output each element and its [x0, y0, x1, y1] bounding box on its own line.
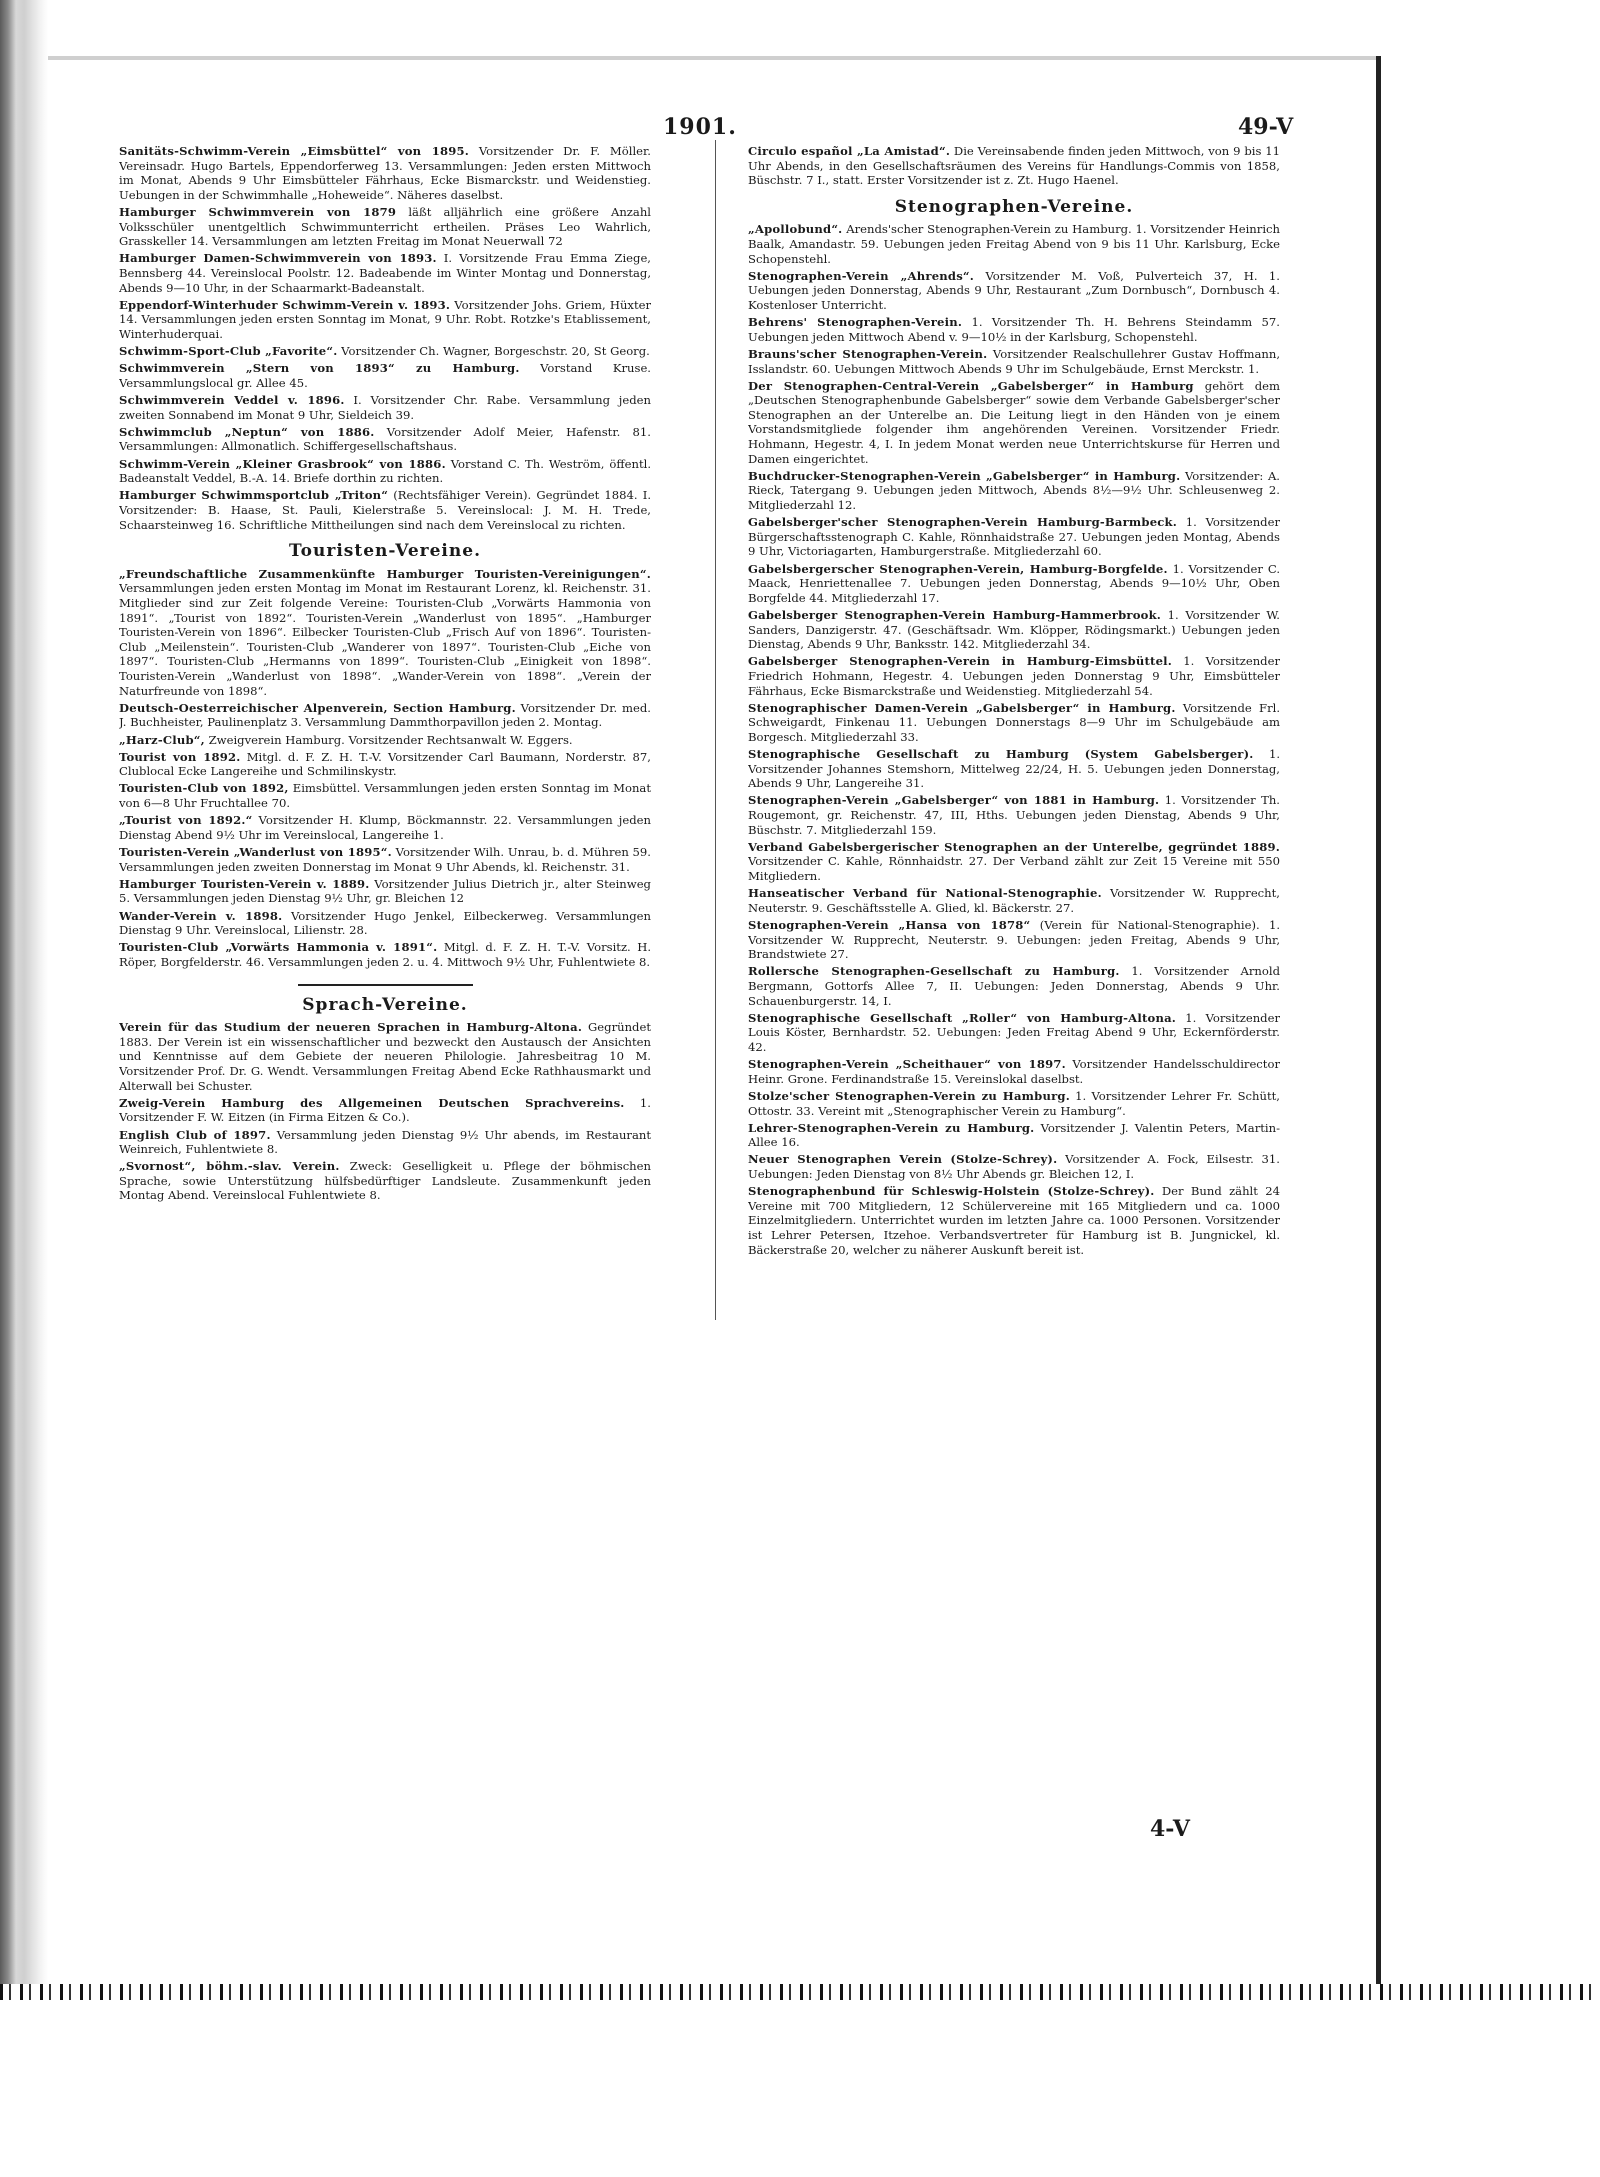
entry-text: Vorsitzender W. Rupprecht, Neuterstr. 9. Geschäftsstelle A. Glied, kl. Bäckerstr. 27. — [748, 886, 1280, 915]
entry-text: Vorsitzender Hugo Jenkel, Eilbeckerweg. Versammlungen Dienstag 9 Uhr. Vereinslocal, Lilienstr. 28. — [119, 908, 651, 938]
entry-name: Hamburger Damen-Schwimmverein von 1893. — [119, 251, 437, 266]
directory-entry — [748, 918, 1280, 962]
directory-entry — [748, 1152, 1280, 1181]
directory-entry — [119, 344, 651, 359]
entry-text: Vorsitzender A. Fock, Eilsestr. 31. Uebungen: Jeden Dienstag von 8½ Uhr Abends gr. Bleichen 12, I. — [748, 1152, 1280, 1182]
section-title-stenographen: Stenographen-Vereine. — [894, 196, 1134, 217]
entry-text: Vorsitzender Johs. Griem, Hüxter 14. Versammlungen jeden ersten Sonntag im Monat, 9 Uhr. Robt. Rotzke's Etablissement, Winterhuderquai. — [119, 297, 651, 341]
directory-entry — [119, 1020, 651, 1093]
entry-name: English Club of 1897. — [119, 1127, 271, 1142]
entry-text: 1. Vorsitzender F. W. Eitzen (in Firma Eitzen & Co.). — [119, 1095, 651, 1125]
entry-name: „Freundschaftliche Zusammenkünfte Hamburger Touristen-Vereinigungen“. — [119, 566, 651, 581]
directory-entry — [119, 298, 651, 342]
entry-text: Der Bund zählt 24 Vereine mit 700 Mitgliedern, 12 Schülervereine mit 165 Mitgliedern und ca. 1000 Einzelmitgliedern. Unterrichtet wurden im letzten Jahre ca. 1000 Personen. Vorsitzender ist Lehrer Petersen, Itzehoe. Verbandsvertreter für Hamburg ist B. Jungnickel, kl. Bäckerstraße 20, welcher zu näherer Auskunft bereit ist. — [748, 1184, 1280, 1257]
section-title-touristen: Touristen-Vereine. — [288, 541, 481, 562]
directory-entry — [748, 608, 1280, 652]
directory-entry — [119, 1128, 651, 1157]
entry-name: Rollersche Stenographen-Gesellschaft zu Hamburg. — [748, 964, 1120, 979]
entry-name: Buchdrucker-Stenographen-Verein „Gabelsberger“ in Hamburg. — [748, 468, 1181, 483]
directory-entry — [119, 909, 651, 938]
directory-entry — [748, 315, 1280, 344]
entry-name: Stenographen-Verein „Scheithauer“ von 1897. — [748, 1057, 1066, 1072]
directory-entry — [748, 701, 1280, 745]
entry-text: Vorsitzender: A. Rieck, Tatergang 9. Uebungen jeden Mittwoch, Abends 8½—9½ Uhr. Schleusenweg 2. Mitgliederzahl 12. — [748, 468, 1280, 513]
entry-text: Vorsitzender C. Kahle, Rönnhaidstr. 27. Der Verband zählt zur Zeit 15 Vereine mit 550 Mitgliedern. — [748, 854, 1280, 884]
entry-text: Vorsitzender Dr. med. J. Buchheister, Paulinenplatz 3. Versammlung Dammthorpavillon jeden 2. Montag. — [119, 700, 651, 730]
entry-text: Vorsitzender Handelsschuldirector Heinr. Grone. Ferdinandstraße 15. Vereinslokal daselbst. — [748, 1057, 1280, 1086]
entry-name: „Tourist von 1892.“ — [119, 813, 253, 828]
entry-text: 1. Vorsitzender Th. Rougemont, gr. Reichenstr. 47, III, Hths. Uebungen jeden Dienstag, Abends 9 Uhr, Büschstr. 7. Mitgliederzahl 159. — [748, 793, 1280, 837]
entry-text: gehört dem „Deutschen Stenographenbunde Gabelsberger“ sowie dem Verbande Gabelsberger'scher Stenographen an der Unterelbe an. Die Leitung liegt in den Händen von je einem Vorstandsmitgliede folgender ihm angehörenden Vereinen. Vorsitzender Friedr. Hohmann, Hegestr. 4, I. In jedem Monat werden neue Unterrichtskurse für Herren und Damen eingerichtet. — [748, 378, 1280, 466]
entry-text: Versammlungen jeden ersten Montag im Monat im Restaurant Lorenz, kl. Reichenstr. 31. Mitglieder sind zur Zeit folgende Vereine: Touristen-Club „Vorwärts Hammonia von 1891“. „Tourist von 1892“. Touristen-Verein „Wanderlust von 1895“. „Hamburger Touristen-Verein von 1896“. Eilbecker Touristen-Club „Frisch Auf von 1896“. Touristen-Club „Meilenstein“. Touristen-Club „Wanderer von 1897“. Touristen-Club „Eiche von 1897“. Touristen-Club „Hermanns von 1899“. Touristen-Club „Einigkeit von 1898“. Touristen-Verein „Wanderlust von 1898“. „Wander-Verein von 1898“. „Verein der Naturfreunde von 1898“. — [119, 581, 651, 698]
entry-name: Gabelsberger Stenographen-Verein Hamburg-Hammerbrook. — [748, 607, 1162, 622]
directory-entry — [119, 251, 651, 295]
directory-entry — [748, 1089, 1280, 1118]
directory-entry — [119, 750, 651, 779]
entry-name: Stenographischer Damen-Verein „Gabelsberger“ in Hamburg. — [748, 700, 1176, 715]
entry-name: Der Stenographen-Central-Verein „Gabelsberger“ in Hamburg — [748, 378, 1194, 393]
right-margin — [1381, 56, 1600, 2000]
entry-text: Gegründet 1883. Der Verein ist ein wissenschaftlicher und bezweckt den Austausch der Ansichten und Kenntnisse auf dem Gebiete der neueren Philologie. Jahresbeitrag 10 M. Vorsitzender Prof. Dr. G. Wendt. Versammlungen Freitag Abend Ecke Rathhausmarkt und Alterwall bei Schuster. — [119, 1020, 651, 1093]
entry-name: Verein für das Studium der neueren Sprachen in Hamburg-Altona. — [119, 1020, 583, 1035]
entry-text: Vorsitzender Dr. F. Möller. Vereinsadr. Hugo Bartels, Eppendorferweg 13. Versammlungen: Jeden ersten Mittwoch im Monat, Abends 9 Uhr Eimsbütteler Fährhaus, Ecke Bismarckstr. und Weidenstieg. Uebungen in der Schwimmhalle „Hoheweide“. Näheres daselbst. — [119, 144, 651, 202]
directory-entry — [119, 1159, 651, 1203]
column-divider — [715, 140, 716, 1320]
left-column — [119, 144, 651, 1934]
entry-name: Touristen-Club „Vorwärts Hammonia v. 1891“. — [119, 940, 438, 955]
year-heading: 1901. — [663, 114, 737, 140]
directory-entry — [119, 940, 651, 969]
entry-name: „Harz-Club“, — [119, 732, 205, 747]
entry-text: Vorsitzender H. Klump, Böckmannstr. 22. Versammlungen jeden Dienstag Abend 9½ Uhr im Vereinslocal, Langereihe 1. — [119, 813, 651, 842]
entry-name: Gabelsbergerscher Stenographen-Verein, Hamburg-Borgfelde. — [748, 561, 1168, 576]
entry-name: Schwimmclub „Neptun“ von 1886. — [119, 424, 375, 439]
entry-text: Vorsitzender M. Voß, Pulverteich 37, H. 1. Uebungen jeden Donnerstag, Abends 9 Uhr, Restaurant „Zum Dornbusch“, Dornbusch 4. Kostenloser Unterricht. — [748, 268, 1280, 312]
directory-entry — [119, 1096, 651, 1125]
directory-entry — [119, 781, 651, 810]
directory-entry — [119, 733, 651, 748]
directory-entry — [119, 457, 651, 486]
entry-text: Vorsitzender Ch. Wagner, Borgeschstr. 20, St Georg. — [337, 344, 650, 359]
section-rule — [298, 984, 473, 986]
entry-text: Vorsitzende Frl. Schweigardt, Finkenau 11. Uebungen Donnerstags 8—9 Uhr im Schulgebäude am Borgesch. Mitgliederzahl 33. — [748, 700, 1280, 744]
directory-entry — [748, 1011, 1280, 1055]
entry-text: (Verein für National-Stenographie). 1. Vorsitzender W. Rupprecht, Neuterstr. 9. Uebungen: jeden Freitag, Abends 9 Uhr, Brandstwiete 27. — [748, 918, 1280, 962]
directory-entry — [748, 1057, 1280, 1086]
entry-text: Mitgl. d. F. Z. H. T.-V. Vorsitz. H. Röper, Borgfelderstr. 46. Versammlungen jeden 2. u. 4. Mittwoch 9½ Uhr, Fuhlentwiete 8. — [119, 940, 651, 969]
entry-name: Stenographische Gesellschaft „Roller“ von Hamburg-Altona. — [748, 1010, 1177, 1025]
entry-text: Vorsitzender Wilh. Unrau, b. d. Mühren 59. Versammlungen jeden zweiten Donnerstag im Monat 9 Uhr Abends, kl. Reichenstr. 31. — [119, 845, 651, 874]
entry-name: Wander-Verein v. 1898. — [119, 908, 283, 923]
page-header — [48, 114, 1328, 140]
directory-entry — [119, 425, 651, 454]
entry-name: Stenographenbund für Schleswig-Holstein (Stolze-Schrey). — [748, 1184, 1155, 1199]
entry-text: läßt alljährlich eine größere Anzahl Volksschüler unentgeltlich Schwimmunterricht ertheilen. Präses Leo Wahrlich, Grasskeller 14. Versammlungen am letzten Freitag im Monat Neuerwall 72 — [119, 204, 651, 249]
entry-name: „Svornost“, böhm.-slav. Verein. — [119, 1159, 340, 1174]
entry-text: (Rechtsfähiger Verein). Gegründet 1884. I. Vorsitzender: B. Haase, St. Pauli, Kielerstraße 5. Vereinslocal: J. M. H. Trede, Schaarsteinweg 16. Schriftliche Mittheilungen sind nach dem Vereinslocal zu richten. — [119, 488, 651, 532]
entry-text: Arends'scher Stenographen-Verein zu Hamburg. 1. Vorsitzender Heinrich Baalk, Amandastr. 59. Uebungen jeden Freitag Abend von 9 bis 11 Uhr. Karlsburg, Ecke Schopenstehl. — [748, 222, 1280, 266]
entry-name: Lehrer-Stenographen-Verein zu Hamburg. — [748, 1120, 1035, 1135]
entry-name: Eppendorf-Winterhuder Schwimm-Verein v. 1893. — [119, 297, 451, 312]
directory-entry — [748, 469, 1280, 513]
directory-entry — [748, 144, 1280, 188]
directory-entry — [748, 269, 1280, 313]
entry-text: Mitgl. d. F. Z. H. T.-V. Vorsitzender Carl Baumann, Norderstr. 87, Clublocal Ecke Langereihe und Schmilinskystr. — [119, 749, 651, 779]
directory-entry — [748, 347, 1280, 376]
directory-entry — [119, 701, 651, 730]
directory-entry — [119, 205, 651, 249]
entry-text: Vorsitzender Adolf Meier, Hafenstr. 81. Versammlungen: Allmonatlich. Schiffergesellschaftshaus. — [119, 424, 651, 454]
entry-text: 1. Vorsitzender W. Sanders, Danzigerstr. 47. (Geschäftsadr. Wm. Klöpper, Rödingsmarkt.) Uebungen jeden Dienstag, Abends 9 Uhr, Banksstr. 142. Mitgliederzahl 34. — [748, 607, 1280, 652]
directory-entry — [119, 877, 651, 906]
directory-entry — [748, 747, 1280, 791]
entry-name: Schwimmverein Veddel v. 1896. — [119, 393, 345, 408]
entry-text: Die Vereinsabende finden jeden Mittwoch, von 9 bis 11 Uhr Abends, in den Gesellschaftsräumen des Vereins für Handlungs-Commis von 1858, Büschstr. 7 I., statt. Erster Vorsitzender ist z. Zt. Hugo Haenel. — [748, 144, 1280, 188]
directory-entry — [119, 567, 651, 698]
directory-entry — [748, 1121, 1280, 1150]
page-number: 49-V — [1238, 114, 1294, 140]
directory-entry — [748, 379, 1280, 467]
entry-text: Vorsitzender Realschullehrer Gustav Hoffmann, Isslandstr. 60. Uebungen Mittwoch Abends 9 Uhr im Schulgebäude, Ernst Merckstr. 1. — [748, 346, 1280, 376]
entry-text: 1. Vorsitzender Johannes Stemshorn, Mittelweg 22/24, H. 5. Uebungen jeden Donnerstag, Abends 9 Uhr, Langereihe 31. — [748, 747, 1280, 791]
directory-entry — [119, 813, 651, 842]
entry-text: 1. Vorsitzender Friedrich Hohmann, Hegestr. 4. Uebungen jeden Donnerstag 9 Uhr, Eimsbütteler Fährhaus, Ecke Bismarckstraße und Weidenstieg. Mitgliederzahl 54. — [748, 654, 1280, 698]
entry-name: Zweig-Verein Hamburg des Allgemeinen Deutschen Sprachvereins. — [119, 1095, 625, 1110]
directory-entry — [748, 964, 1280, 1008]
entry-name: Gabelsberger'scher Stenographen-Verein Hamburg-Barmbeck. — [748, 515, 1178, 530]
entry-name: Circulo español „La Amistad“. — [748, 144, 951, 158]
entry-name: Touristen-Club von 1892, — [119, 781, 289, 796]
entry-name: Stenographen-Verein „Ahrends“. — [748, 268, 975, 283]
entry-name: Schwimm-Sport-Club „Favorite“. — [119, 344, 338, 359]
signature-mark: 4-V — [1150, 1816, 1190, 1842]
entry-name: Stenographen-Verein „Gabelsberger“ von 1881 in Hamburg. — [748, 793, 1160, 808]
entry-name: Tourist von 1892. — [119, 749, 241, 764]
directory-entry — [748, 562, 1280, 606]
directory-entry — [119, 845, 651, 874]
entry-text: Versammlung jeden Dienstag 9½ Uhr abends, im Restaurant Weinreich, Fuhlentwiete 8. — [119, 1127, 651, 1157]
entry-name: Brauns'scher Stenographen-Verein. — [748, 346, 988, 361]
entry-name: Hanseatischer Verband für National-Stenographie. — [748, 886, 1102, 901]
entry-name: Touristen-Verein „Wanderlust von 1895“. — [119, 845, 392, 860]
directory-entry — [748, 654, 1280, 698]
entry-name: Deutsch-Oesterreichischer Alpenverein, Section Hamburg. — [119, 700, 516, 715]
entry-name: Hamburger Schwimmverein von 1879 — [119, 204, 397, 219]
right-column — [748, 144, 1280, 1934]
entry-name: Neuer Stenographen Verein (Stolze-Schrey). — [748, 1152, 1058, 1167]
scan-bottom-strip — [0, 1984, 1600, 2000]
entry-text: 1. Vorsitzender Louis Köster, Bernhardstr. 52. Uebungen: Jeden Freitag Abend 9 Uhr, Eckernförderstr. 42. — [748, 1010, 1280, 1054]
entry-name: Stenographische Gesellschaft zu Hamburg (System Gabelsberger). — [748, 747, 1254, 762]
entry-name: Gabelsberger Stenographen-Verein in Hamburg-Eimsbüttel. — [748, 654, 1172, 669]
directory-entry — [748, 840, 1280, 884]
entry-text: Vorsitzender Julius Dietrich jr., alter Steinweg 5. Versammlungen jeden Dienstag 9½ Uhr, gr. Bleichen 12 — [119, 876, 651, 906]
entry-name: Verband Gabelsbergerischer Stenographen an der Unterelbe, gegründet 1889. — [748, 839, 1280, 854]
entry-text: 1. Vorsitzender Arnold Bergmann, Gottorfs Allee 7, II. Uebungen: Jeden Donnerstag, Abends 9 Uhr. Schauenburgerstr. 14, I. — [748, 964, 1280, 1008]
entry-text: I. Vorsitzende Frau Emma Ziege, Bennsberg 44. Vereinslocal Poolstr. 12. Badeabende im Winter Montag und Donnerstag, Abends 9—10 Uhr, in der Schaarmarkt-Badeanstalt. — [119, 251, 651, 295]
directory-entry — [748, 1184, 1280, 1257]
directory-entry — [119, 488, 651, 532]
entry-text: Zweck: Geselligkeit u. Pflege der böhmischen Sprache, sowie Unterstützung hülfsbedürftiger Landsleute. Zusammenkunft jeden Montag Abend. Vereinslocal Fuhlentwiete 8. — [119, 1159, 651, 1203]
entry-text: Vorstand Kruse. Versammlungslocal gr. Allee 45. — [119, 361, 651, 390]
facing-page-edge — [0, 0, 48, 2000]
directory-entry — [748, 222, 1280, 266]
entry-text: 1. Vorsitzender Lehrer Fr. Schütt, Ottostr. 33. Vereint mit „Stenographischer Verein zu Hamburg“. — [748, 1088, 1280, 1118]
section-title-sprach: Sprach-Vereine. — [302, 994, 468, 1015]
entry-name: Hamburger Schwimmsportclub „Triton“ — [119, 488, 389, 503]
entry-name: Behrens' Stenographen-Verein. — [748, 315, 963, 330]
entry-text: 1. Vorsitzender C. Maack, Henriettenallee 7. Uebungen jeden Donnerstag, Abends 9—10½ Uhr, Oben Borgfelde 44. Mitgliederzahl 17. — [748, 561, 1280, 605]
entry-name: Stenographen-Verein „Hansa von 1878“ — [748, 918, 1031, 932]
directory-entry — [119, 393, 651, 422]
entry-name: „Apollobund“. — [748, 222, 843, 237]
entry-text: Zweigverein Hamburg. Vorsitzender Rechtsanwalt W. Eggers. — [204, 732, 573, 747]
directory-entry — [119, 144, 651, 202]
directory-entry — [119, 361, 651, 390]
entry-text: Vorstand C. Th. Weström, öffentl. Badeanstalt Veddel, B.-A. 14. Briefe dorthin zu richten. — [119, 456, 651, 486]
entry-name: Schwimmverein „Stern von 1893“ zu Hamburg. — [119, 361, 520, 376]
entry-name: Stolze'scher Stenographen-Verein zu Hamburg. — [748, 1088, 1070, 1103]
entry-name: Schwimm-Verein „Kleiner Grasbrook“ von 1886. — [119, 456, 446, 471]
entry-name: Hamburger Touristen-Verein v. 1889. — [119, 876, 370, 891]
entry-name: Sanitäts-Schwimm-Verein „Eimsbüttel“ von 1895. — [119, 144, 470, 158]
entry-text: Eimsbüttel. Versammlungen jeden ersten Sonntag im Monat von 6—8 Uhr Fruchtallee 70. — [119, 781, 651, 811]
directory-entry — [748, 793, 1280, 837]
entry-text: Vorsitzender J. Valentin Peters, Martin-Allee 16. — [748, 1120, 1280, 1150]
entry-text: I. Vorsitzender Chr. Rabe. Versammlung jeden zweiten Sonnabend im Monat 9 Uhr, Sieldeich 39. — [119, 393, 651, 422]
entry-text: 1. Vorsitzender Bürgerschaftsstenograph C. Kahle, Rönnhaidstraße 27. Uebungen jeden Montag, Abends 9 Uhr, Victoriagarten, Hamburgerstraße. Mitgliederzahl 60. — [748, 515, 1280, 559]
directory-entry — [748, 515, 1280, 559]
directory-entry — [748, 886, 1280, 915]
entry-text: 1. Vorsitzender Th. H. Behrens Steindamm 57. Uebungen jeden Mittwoch Abend v. 9—10½ in der Karlsburg, Schopenstehl. — [748, 315, 1280, 344]
